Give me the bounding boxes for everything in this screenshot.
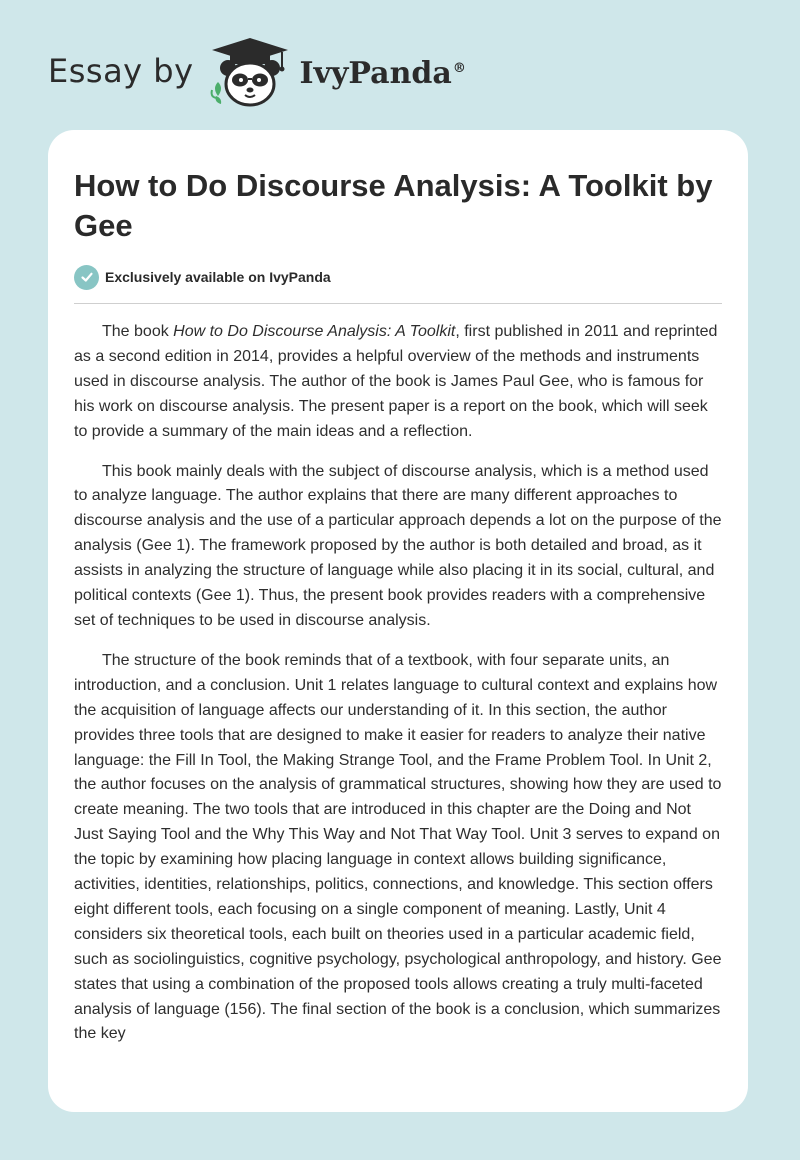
checkmark-icon — [74, 265, 99, 290]
site-header — [48, 36, 466, 108]
registered-mark: ® — [452, 60, 466, 76]
book-title-italic: How to Do Discourse Analysis: A Toolkit — [173, 323, 456, 340]
exclusive-badge — [74, 264, 331, 290]
paragraph-3: The structure of the book reminds that of a textbook, with four separate units, an introduction, and a conclusion. Unit 1 relates language to cultural context and explains how the acquisition of language affects our understanding of it. In this section, the author provides three tools that are designed to make it easier for readers to analyze their native language: the Fill In Tool, the Making Strange Tool, and the Frame Problem Tool. In Unit 2, the author focuses on the analysis of grammatical structures, showing how they are used to create meaning. The two tools that are introduced in this chapter are the Doing and Not Just Saying Tool and the Why This Way and Not That Way Tool. Unit 3 serves to expand on the topic by examining how placing language in context allows building significance, activities, identities, relationships, politics, connections, and knowledge. This section offers eight different tools, each focusing on a single component of meaning. Lastly, Unit 4 considers six theoretical tools, each built on theories used in a particular academic field, such as sociolinguistics, cognitive psychology, psychological anthropology, and history. Gee states that using a combination of the proposed tools allows creating a truly multi-faceted analysis of language (156). The final section of the book is a conclusion, which summarizes the key — [74, 651, 722, 1043]
paragraph-1-intro: The book — [102, 323, 174, 340]
essay-title: How to Do Discourse Analysis: A Toolkit by Gee — [74, 168, 713, 243]
brand-name[interactable] — [300, 56, 466, 91]
essay-body — [74, 320, 722, 1062]
essay-by-label: Essay by — [48, 52, 194, 90]
paragraph-1 — [74, 320, 722, 445]
exclusive-badge-text: Exclusively available on IvyPanda — [105, 269, 331, 285]
panda-graduate-logo-icon[interactable] — [208, 36, 292, 108]
paragraph-2: This book mainly deals with the subject of discourse analysis, which is a method used to analyze language. The author explains that there are many different approaches to discourse analysis and the use of a particular approach depends a lot on the purpose of the analysis (Gee 1). The framework proposed by the author is both detailed and broad, as it assists in analyzing the structure of language while also placing it in its social, cultural, and political contexts (Gee 1). Thus, the present book provides readers with a comprehensive set of techniques to be used in discourse analysis. — [74, 462, 722, 629]
brand-text: IvyPanda — [299, 55, 452, 91]
divider — [74, 303, 722, 304]
paragraph-1-rest: , first published in 2011 and reprinted as a second edition in 2014, provides a helpful overview of the methods and instruments used in discourse analysis. The author of the book is James Paul Gee, who is famous for his work on discourse analysis. The present paper is a report on the book, which will seek to provide a summary of the main ideas and a reflection. — [74, 323, 718, 440]
essay-card — [48, 130, 748, 1112]
